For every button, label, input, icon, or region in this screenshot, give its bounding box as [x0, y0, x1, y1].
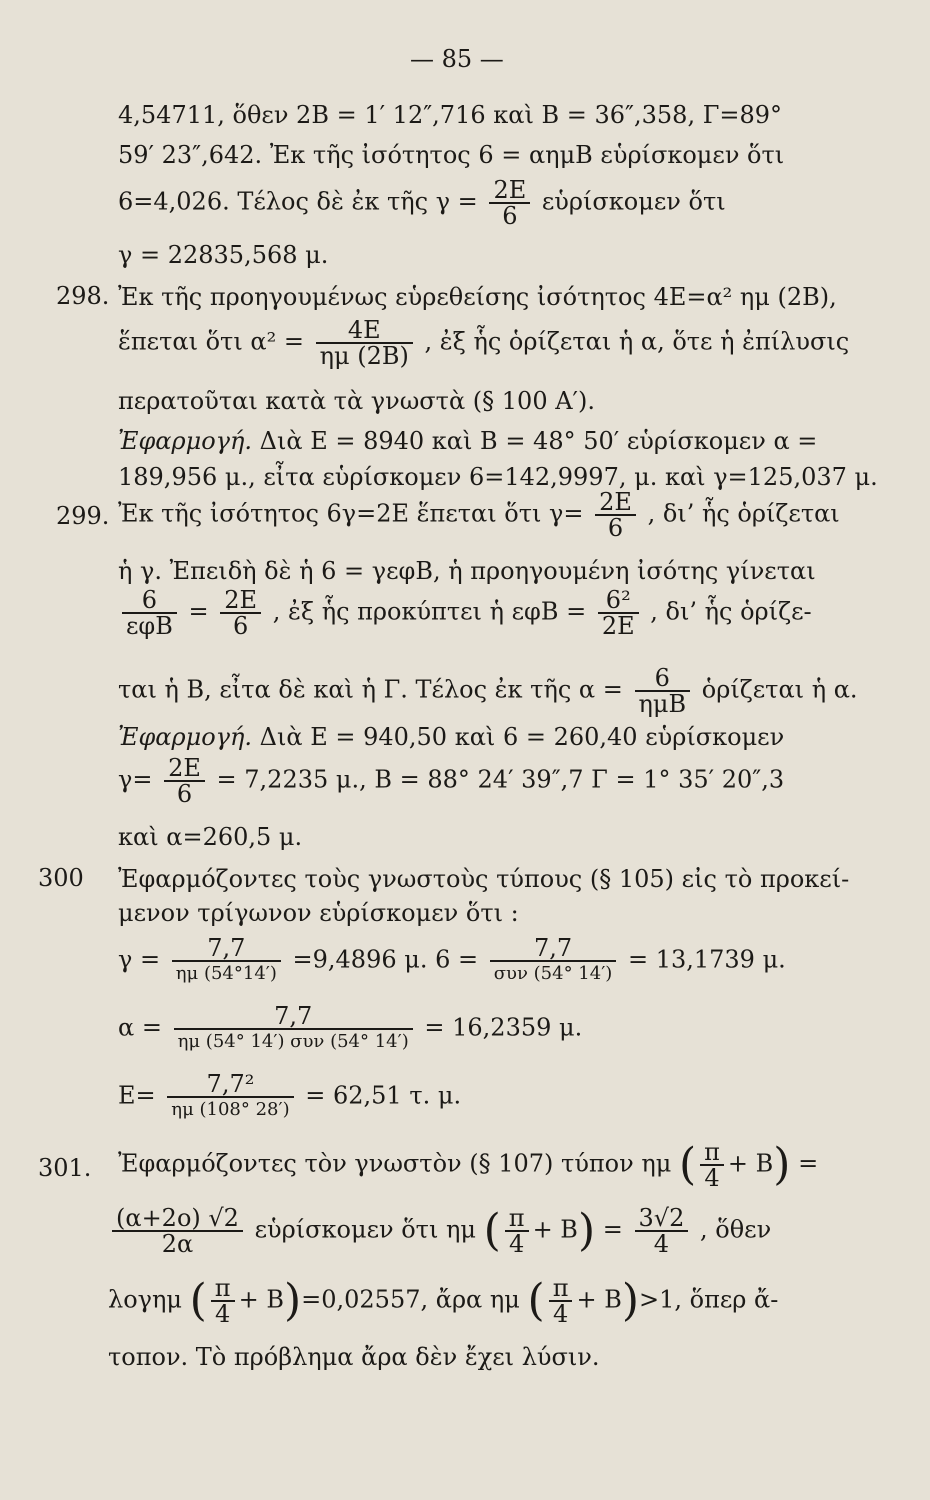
text-span: + B [532, 1215, 578, 1244]
text-line [118, 1140, 818, 1190]
text-span: , ὅθεν [699, 1215, 772, 1244]
text-line: Ἐκ τῆς προηγουμένως εὑρεθείσης ἰσότητος 4E=α² ημ (2B), [118, 283, 837, 311]
text-line: περατοῦται κατὰ τὰ γνωστὰ (§ 100 Α′). [118, 387, 595, 415]
numerator: 7,7 [533, 934, 573, 962]
text-line [118, 1072, 461, 1122]
fraction [598, 588, 639, 638]
text-span: =9,4896 μ. 6 = [292, 945, 479, 974]
text-span: λογημ [108, 1285, 182, 1314]
denominator: 2E [598, 612, 639, 638]
text-line [118, 318, 849, 368]
text-span: γ= [118, 765, 153, 794]
text-span: >1, ὅπερ ἄ- [639, 1285, 779, 1314]
numerator: 6 [141, 586, 158, 614]
denominator: ημ (54°14′) [172, 960, 281, 986]
problem-number: 300 [38, 864, 84, 892]
open-paren: ( [189, 1275, 207, 1326]
numerator: 2E [224, 586, 258, 614]
text-span: = 7,2235 μ., B = 88° 24′ 39″,7 Γ = 1° 35′ 20″,3 [216, 765, 785, 794]
text-span: + B [727, 1149, 774, 1178]
text-span: , ἐξ ἧς ὁρίζεται ἡ α, ὅτε ἡ ἐπίλυσις [424, 327, 850, 356]
text-line: μενον τρίγωνον εὑρίσκομεν ὅτι : [118, 899, 519, 927]
close-paren: ) [577, 1205, 596, 1256]
fraction [595, 490, 636, 540]
denominator: 6 [164, 780, 205, 806]
numerator: 4E [347, 316, 381, 344]
text-line: 189,956 μ., εἶτα εὑρίσκομεν 6=142,9997, μ. καὶ γ=125,037 μ. [118, 463, 878, 491]
fraction [167, 1072, 293, 1122]
text-span: ὁρίζεται ἡ α. [701, 675, 858, 704]
denominator: 4 [549, 1300, 573, 1326]
fraction [174, 1004, 413, 1054]
text-span: Ἐκ τῆς ἰσότητος 6γ=2E ἕπεται ὅτι γ= [118, 499, 584, 528]
fraction [489, 178, 530, 228]
numerator: 7,7² [206, 1070, 255, 1098]
text-span: + B [576, 1285, 622, 1314]
fraction [211, 1276, 235, 1326]
denominator: 6 [489, 202, 530, 228]
text-span: , ἐξ ἧς προκύπτει ἡ εφB = [272, 597, 587, 626]
fraction [635, 666, 691, 716]
denominator: 4 [700, 1164, 724, 1190]
denominator: ημ (54° 14′) συν (54° 14′) [174, 1028, 413, 1054]
denominator: εφB [122, 612, 177, 638]
text-line [108, 1206, 771, 1256]
text-span: Διὰ E = 940,50 καὶ 6 = 260,40 εὑρίσκομεν [252, 723, 785, 751]
text-span: Διὰ E = 8940 καὶ B = 48° 50′ εὑρίσκομεν α = [252, 427, 818, 455]
problem-number: 298. [56, 282, 110, 310]
close-paren: ) [773, 1139, 791, 1190]
open-paren: ( [483, 1205, 501, 1256]
numerator: π [704, 1138, 720, 1166]
text-line [108, 1276, 778, 1326]
problem-number: 301. [38, 1154, 92, 1182]
text-span: =0,02557, ἄρα ημ [301, 1285, 520, 1314]
fraction [164, 756, 205, 806]
numerator: 7,7 [274, 1002, 313, 1030]
denominator: 4 [505, 1230, 529, 1256]
numerator: π [552, 1274, 569, 1302]
text-span: εὑρίσκομεν ὅτι ημ [254, 1215, 476, 1244]
numerator: 6² [605, 586, 631, 614]
text-span: εὑρίσκομεν ὅτι [541, 187, 726, 216]
text-span: = [798, 1149, 819, 1178]
application-label: Ἐφαρμογή. [118, 427, 252, 455]
application-label: Ἐφαρμογή. [118, 723, 252, 751]
text-span: ται ἡ B, εἶτα δὲ καὶ ἡ Γ. Τέλος ἐκ τῆς α = [118, 675, 623, 704]
denominator: 6 [595, 514, 636, 540]
denominator: 4 [635, 1230, 689, 1256]
text-span: Ἐφαρμόζοντες τὸν γνωστὸν (§ 107) τύπον ημ [118, 1149, 672, 1178]
fraction [700, 1140, 724, 1190]
text-span: α = [118, 1013, 162, 1042]
fraction [112, 1206, 243, 1256]
fraction [635, 1206, 689, 1256]
numerator: π [214, 1274, 231, 1302]
numerator: 6 [654, 664, 670, 692]
fraction [490, 936, 617, 986]
text-line [118, 588, 812, 638]
fraction [505, 1206, 529, 1256]
open-paren: ( [678, 1139, 697, 1190]
denominator: συν (54° 14′) [490, 960, 617, 986]
problem-number: 299. [56, 502, 110, 530]
equals-sign: = [188, 597, 209, 626]
numerator: 7,7 [207, 934, 246, 962]
text-span: = [602, 1215, 623, 1244]
close-paren: ) [621, 1275, 640, 1326]
text-line: 59′ 23″,642. Ἐκ τῆς ἰσότητος 6 = αημB εὑρίσκομεν ὅτι [118, 141, 785, 169]
fraction [549, 1276, 573, 1326]
fraction [122, 588, 177, 638]
text-line: ἡ γ. Ἐπειδὴ δὲ ἡ 6 = γεφB, ἡ προηγουμένη ἰσότης γίνεται [118, 557, 816, 585]
numerator: 2E [168, 754, 201, 782]
numerator: 3√2 [638, 1204, 685, 1232]
numerator: 2E [493, 176, 527, 204]
denominator: 6 [220, 612, 261, 638]
text-line [118, 666, 858, 716]
text-line: τοπον. Τὸ πρόβλημα ἄρα δὲν ἔχει λύσιν. [108, 1343, 600, 1371]
text-span: γ = [118, 945, 161, 974]
text-span: , δι’ ἧς ὁρίζεται [647, 499, 840, 528]
text-span: = 62,51 τ. μ. [305, 1081, 462, 1110]
page-number: — 85 — [410, 45, 504, 73]
text-span: = 13,1739 μ. [627, 945, 786, 974]
text-span: 6=4,026. Τέλος δὲ ἐκ τῆς γ = [118, 187, 478, 216]
denominator: ημ (2B) [316, 342, 413, 368]
text-span: E= [118, 1081, 156, 1110]
fraction [220, 588, 261, 638]
numerator: 2E [599, 488, 632, 516]
text-span: = 16,2359 μ. [424, 1013, 583, 1042]
text-span: ἕπεται ὅτι α² = [118, 327, 304, 356]
text-line: καὶ α=260,5 μ. [118, 823, 303, 851]
open-paren: ( [527, 1275, 545, 1326]
denominator: 2α [112, 1230, 243, 1256]
denominator: ημ (108° 28′) [167, 1096, 293, 1122]
denominator: ημB [635, 690, 691, 716]
numerator: π [508, 1204, 525, 1232]
close-paren: ) [283, 1275, 302, 1326]
fraction [316, 318, 413, 368]
text-line [118, 178, 726, 228]
text-line [118, 490, 840, 540]
text-line: γ = 22835,568 μ. [118, 241, 329, 269]
text-line: Ἐφαρμόζοντες τοὺς γνωστοὺς τύπους (§ 105) εἰς τὸ προκεί- [118, 865, 850, 893]
text-line [118, 1004, 582, 1054]
text-line: 4,54711, ὅθεν 2B = 1′ 12″,716 καὶ B = 36″,358, Γ=89° [118, 101, 782, 129]
fraction [172, 936, 281, 986]
numerator: (α+2ο) √2 [116, 1204, 239, 1232]
text-line [118, 936, 786, 986]
text-line [118, 722, 784, 752]
text-line [118, 426, 817, 456]
denominator: 4 [211, 1300, 235, 1326]
text-span: , δι’ ἧς ὁρίζε- [650, 597, 812, 626]
text-line [118, 756, 784, 806]
text-span: + B [238, 1285, 284, 1314]
